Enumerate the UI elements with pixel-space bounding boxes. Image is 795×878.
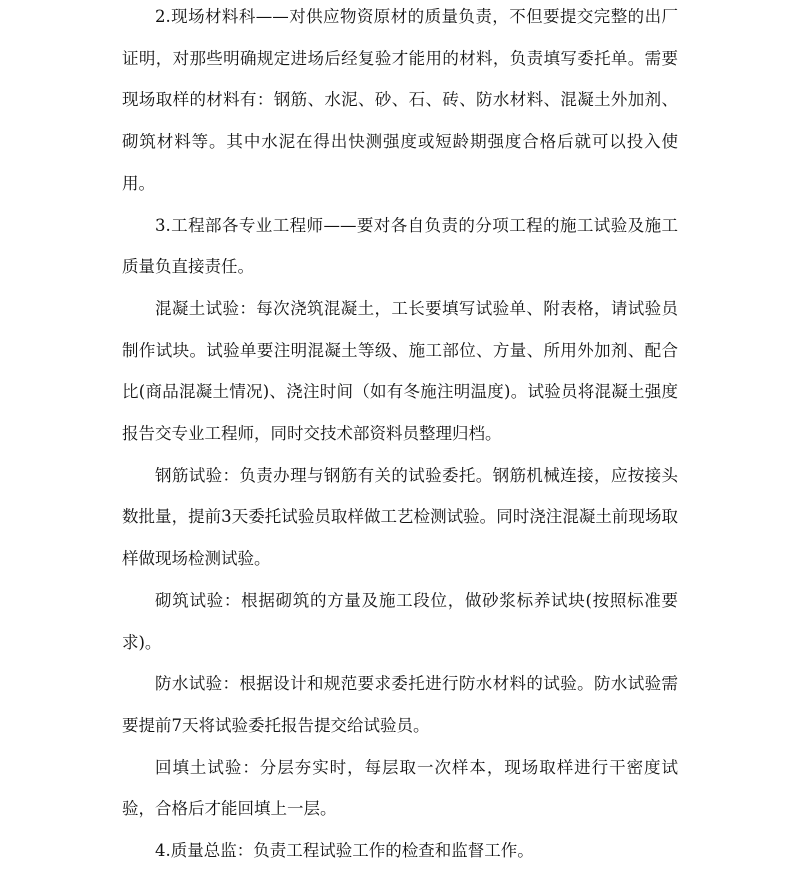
paragraph-quality-director: 4.质量总监：负责工程试验工作的检查和监督工作。 — [155, 841, 534, 861]
paragraph-backfill-test: 回填土试验：分层夯实时，每层取一次样本，现场取样进行干密度试验，合格后才能回填上一层。 — [122, 757, 678, 819]
document-body — [122, 0, 678, 872]
paragraph-concrete-test: 混凝土试验：每次浇筑混凝土，工长要填写试验单、附表格，请试验员制作试块。试验单要注明混凝土等级、施工部位、方量、所用外加剂、配合比(商品混凝土情况)、浇注时间（如有冬施注明温度)。试验员将混凝土强度报告交专业工程师，同时交技术部资料员整理归档。 — [122, 298, 678, 444]
paragraph-engineering-dept: 3.工程部各专业工程师——要对各自负责的分项工程的施工试验及施工质量负直接责任。 — [122, 215, 678, 277]
paragraph-rebar-test: 钢筋试验：负责办理与钢筋有关的试验委托。钢筋机械连接，应按接头数批量，提前3天委托试验员取样做工艺检测试验。同时浇注混凝土前现场取样做现场检测试验。 — [122, 465, 678, 569]
paragraph-material-dept: 2.现场材料科——对供应物资原材的质量负责，不但要提交完整的出厂证明，对那些明确规定进场后经复验才能用的材料，负责填写委托单。需要现场取样的材料有：钢筋、水泥、砂、石、砖、防水材料、混凝土外加剂、砌筑材料等。其中水泥在得出快测强度或短龄期强度合格后就可以投入使用。 — [122, 7, 678, 193]
paragraph-waterproof-test: 防水试验：根据设计和规范要求委托进行防水材料的试验。防水试验需要提前7天将试验委托报告提交给试验员。 — [122, 674, 678, 735]
paragraph-masonry-test: 砌筑试验：根据砌筑的方量及施工段位，做砂浆标养试块(按照标准要求)。 — [122, 590, 678, 652]
